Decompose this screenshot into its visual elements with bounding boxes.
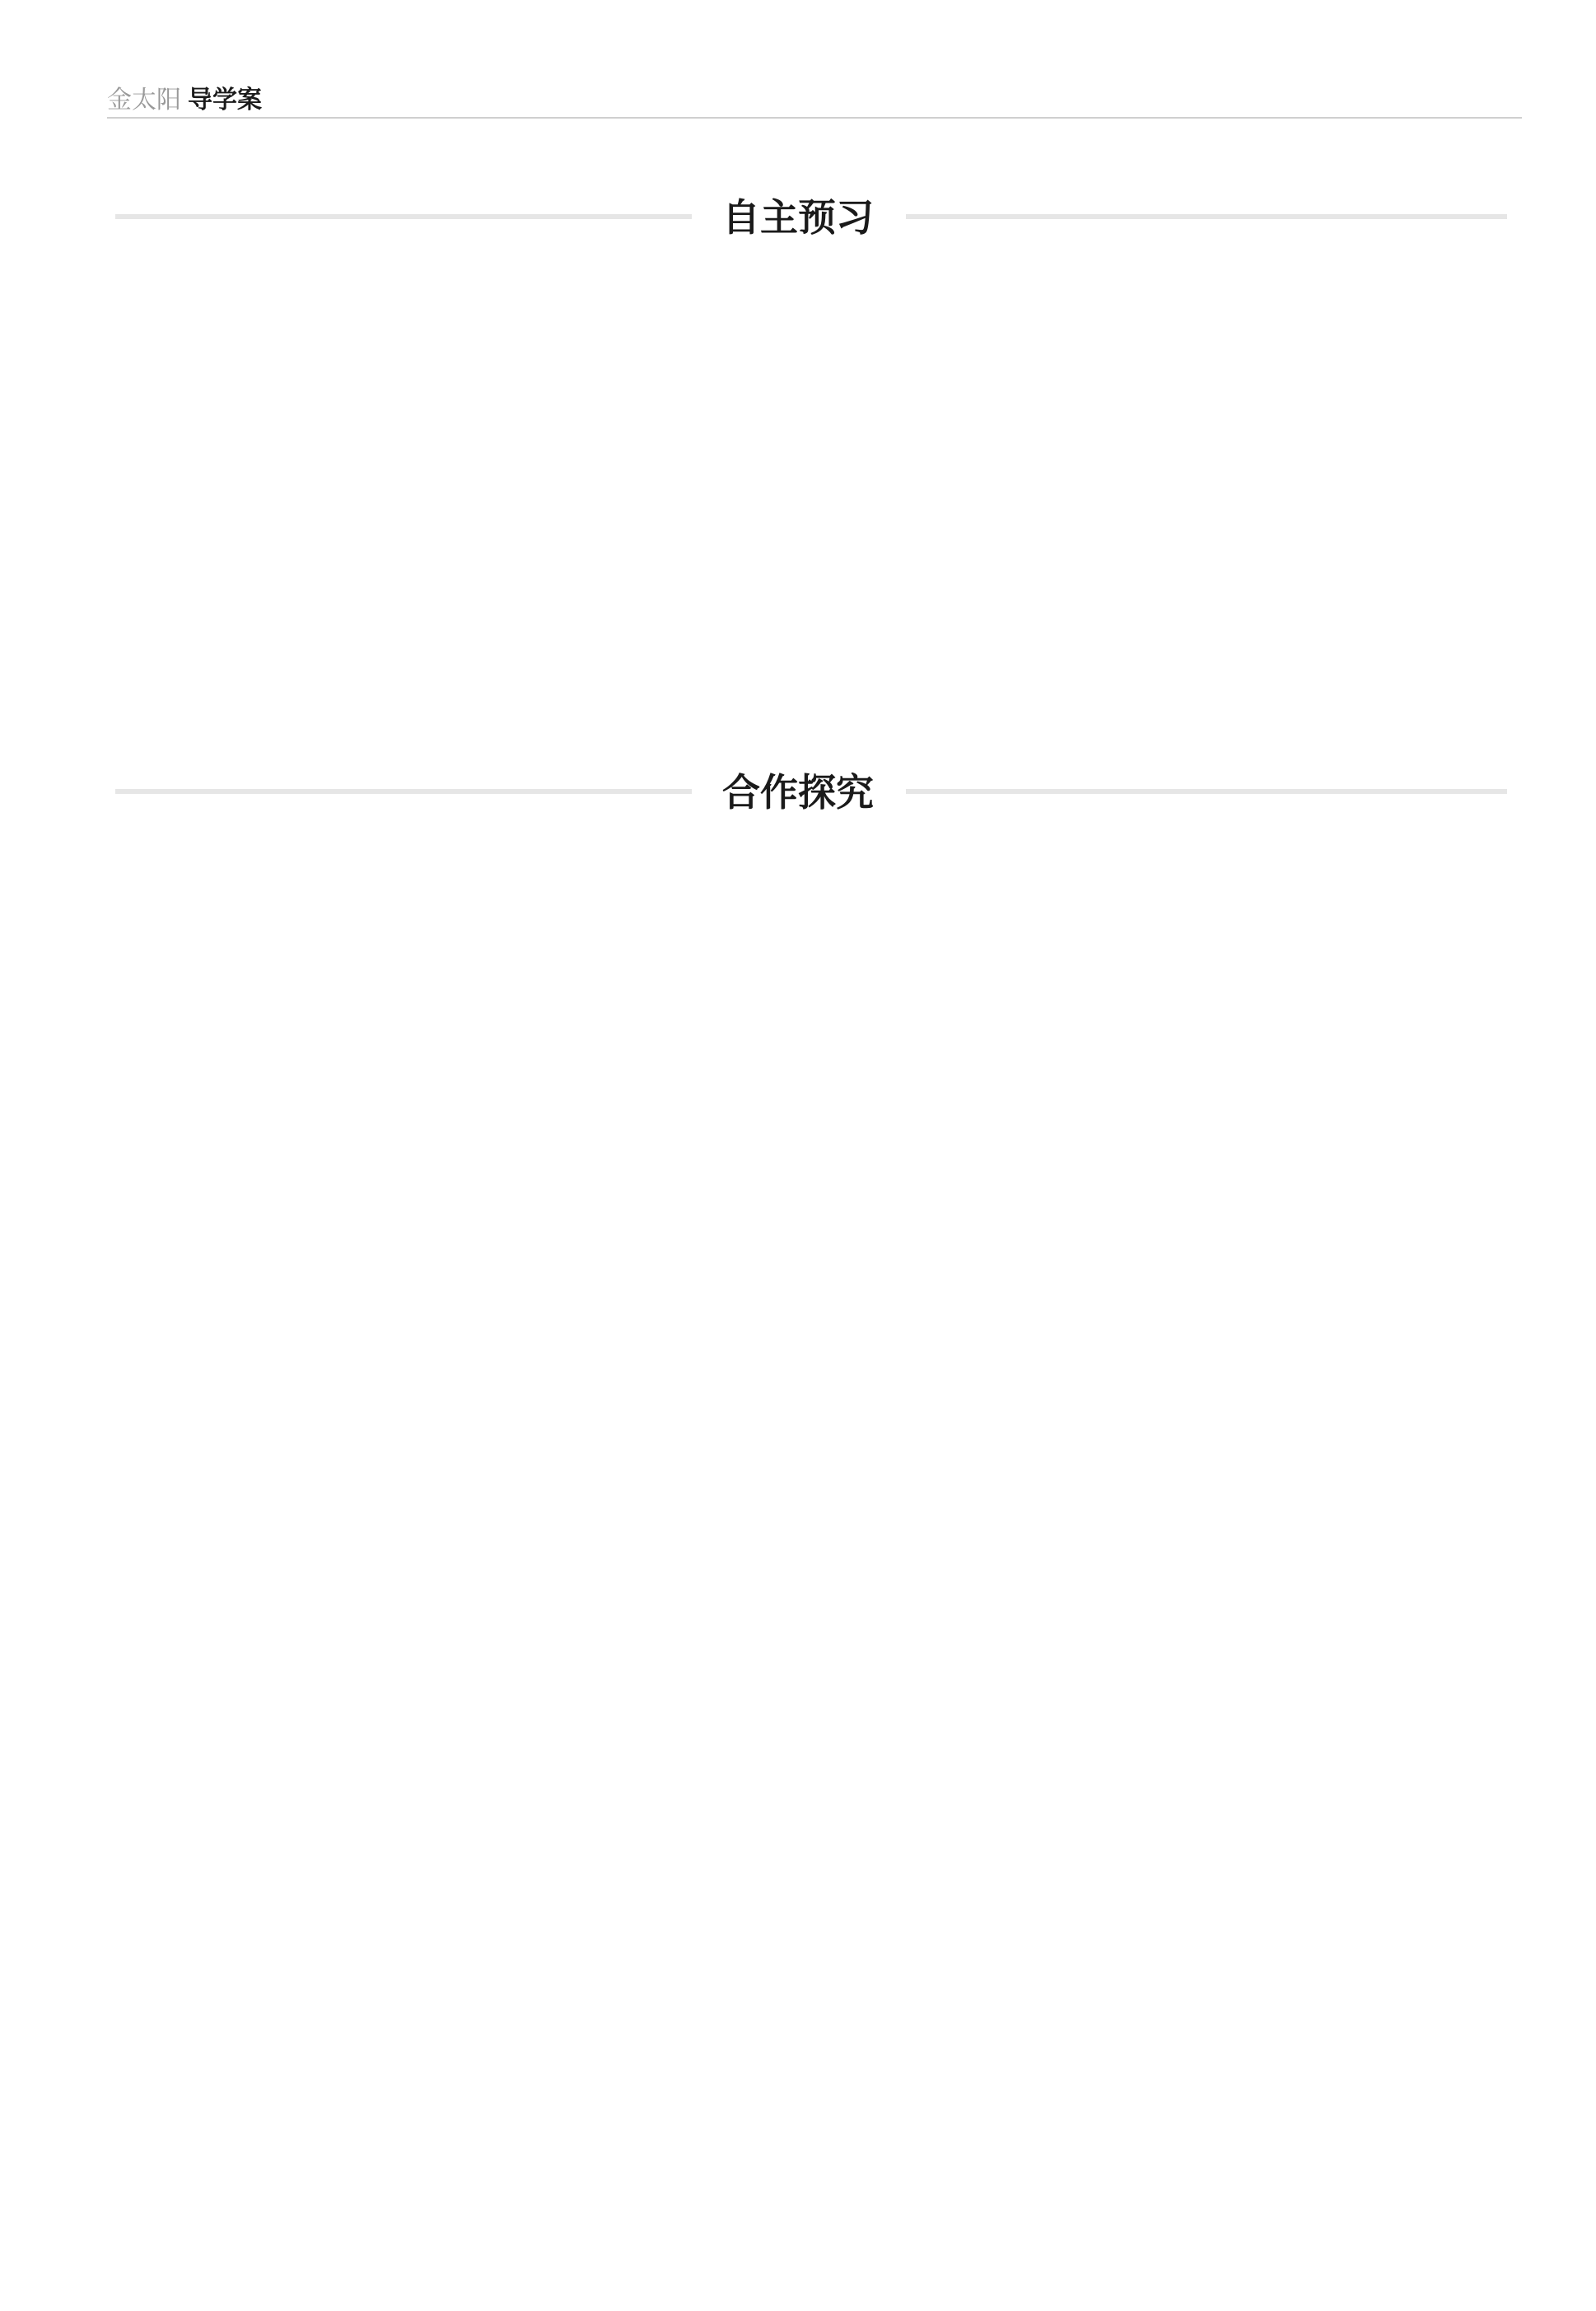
header-title: 导学案	[188, 86, 262, 114]
header-brand: 金太阳	[107, 86, 181, 114]
header-rule	[107, 117, 1522, 119]
header-text	[107, 79, 262, 115]
section-title-explore: 合作探究	[722, 770, 874, 815]
section-title-preview: 自主预习	[722, 195, 874, 240]
